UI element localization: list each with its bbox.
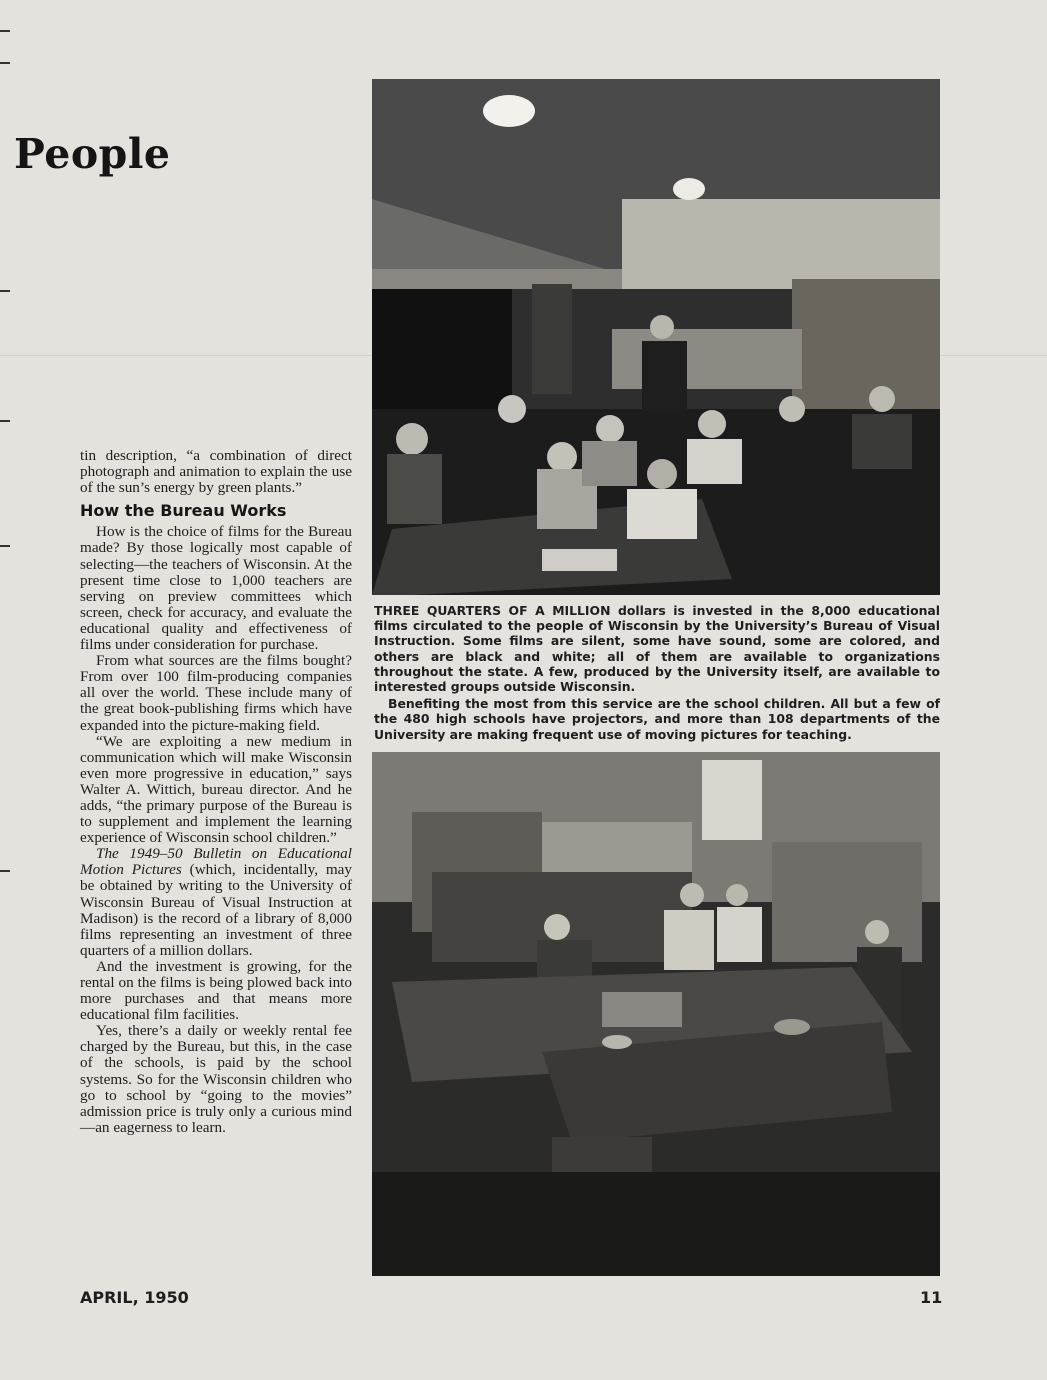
section-heading: How the Bureau Works bbox=[80, 501, 287, 521]
bulletin-text: (which, incidentally, may be obtained by writing to the University of Wisconsin Bureau of Visual Instruction at Madison) is the record of a library of 8,000 films representing an investment of three quarters of a million dollars. bbox=[80, 861, 353, 959]
article-paragraph: Yes, there’s a daily or weekly rental fee charged by the Bureau, but this, in the case of the schools, is paid by the school systems. So for the Wisconsin children who go to school by “going to the movies” admission price is truly only a curious mind—an eagerness to learn. bbox=[80, 1022, 352, 1136]
classroom-photo bbox=[372, 79, 940, 595]
gutter-mark bbox=[0, 62, 10, 64]
film-library-photo bbox=[372, 752, 940, 1276]
gutter-mark bbox=[0, 420, 10, 422]
gutter-mark bbox=[0, 290, 10, 292]
gutter-mark bbox=[0, 870, 10, 872]
bulletin-title: The 1949–50 Bulletin on Educational Motion Pictures bbox=[80, 845, 352, 879]
page-number: 11 bbox=[920, 1288, 943, 1307]
photo-caption bbox=[374, 603, 940, 742]
article-paragraph bbox=[80, 846, 352, 959]
page-title: People bbox=[14, 130, 171, 178]
article-paragraph: From what sources are the films bought? From over 100 film-producing companies all over the world. These include many of the great book-publishing firms which have expanded into the picture-making field. bbox=[80, 652, 352, 734]
article-paragraph: tin description, “a combination of direct photograph and animation to explain the use of the sun’s energy by green plants.” bbox=[80, 447, 352, 497]
article-paragraph: “We are exploiting a new medium in communication which will make Wisconsin even more progressive in education,” says Walter A. Wittich, bureau director. And he adds, “the primary purpose of the Bureau is to supplement and implement the learning experience of Wisconsin school children.” bbox=[80, 732, 352, 847]
article-column bbox=[80, 448, 352, 1136]
caption-lead: THREE QUARTERS OF A MILLION bbox=[374, 603, 611, 618]
issue-date: APRIL, 1950 bbox=[80, 1288, 189, 1307]
article-paragraph: And the investment is growing, for the rental on the films is being plowed back into more purchases and that means more educational film facilities. bbox=[80, 957, 352, 1024]
article-paragraph: How is the choice of films for the Bureau made? By those logically most capable of selecting—the teachers of Wisconsin. At the present time close to 1,000 teachers are serving on preview committees which screen, check for accuracy, and evaluate the educational quality and effectiveness of films under consideration for purchase. bbox=[80, 523, 352, 654]
gutter-mark bbox=[0, 30, 10, 32]
caption-paragraph-1: dollars is invested in the 8,000 educational films circulated to the people of Wisconsin by the University’s Bureau of Visual Instruction. Some films are silent, some have sound, some are colored, and others are black and white; all of them are available to organizations throughout the state. A few, produced by the University itself, are available to interested groups outside Wisconsin. bbox=[374, 603, 941, 695]
gutter-mark bbox=[0, 545, 10, 547]
caption-paragraph-2: Benefiting the most from this service are the school children. All but a few of the 480 high schools have projectors, and more than 108 departments of the University are making frequent use of moving pictures for teaching. bbox=[374, 696, 940, 742]
